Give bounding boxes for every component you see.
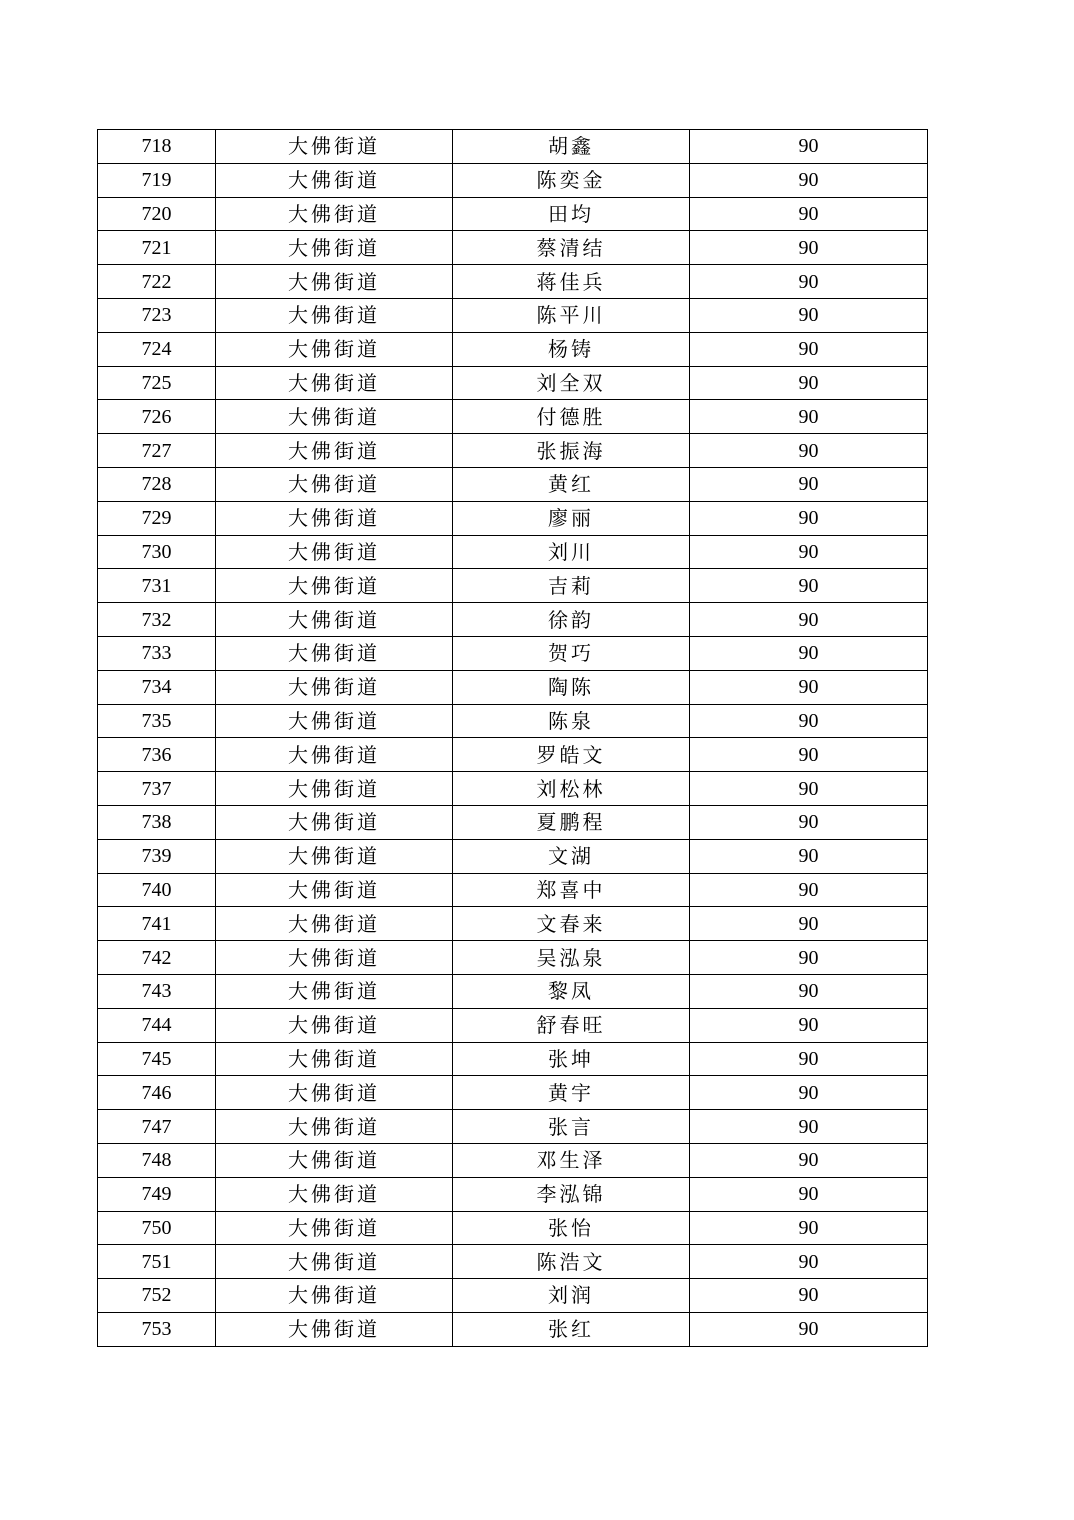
- row-number-cell: 749: [98, 1177, 216, 1211]
- street-cell: 大佛街道: [216, 1110, 453, 1144]
- row-number-cell: 730: [98, 535, 216, 569]
- row-number-cell: 742: [98, 941, 216, 975]
- table-row: [98, 197, 928, 231]
- score-cell: 90: [690, 231, 928, 265]
- street-cell: 大佛街道: [216, 1312, 453, 1346]
- table-row: [98, 467, 928, 501]
- person-name-cell: 蒋佳兵: [453, 265, 690, 299]
- street-cell: 大佛街道: [216, 467, 453, 501]
- row-number-cell: 728: [98, 467, 216, 501]
- row-number-cell: 722: [98, 265, 216, 299]
- row-number-cell: 736: [98, 738, 216, 772]
- score-cell: 90: [690, 704, 928, 738]
- row-number-cell: 753: [98, 1312, 216, 1346]
- street-cell: 大佛街道: [216, 907, 453, 941]
- score-cell: 90: [690, 130, 928, 164]
- score-cell: 90: [690, 1143, 928, 1177]
- person-name-cell: 张坤: [453, 1042, 690, 1076]
- score-cell: 90: [690, 569, 928, 603]
- table-row: [98, 265, 928, 299]
- street-cell: 大佛街道: [216, 941, 453, 975]
- table-row: [98, 704, 928, 738]
- person-name-cell: 田均: [453, 197, 690, 231]
- score-cell: 90: [690, 941, 928, 975]
- person-name-cell: 舒春旺: [453, 1008, 690, 1042]
- score-cell: 90: [690, 501, 928, 535]
- score-cell: 90: [690, 197, 928, 231]
- row-number-cell: 725: [98, 366, 216, 400]
- row-number-cell: 735: [98, 704, 216, 738]
- score-cell: 90: [690, 332, 928, 366]
- score-cell: 90: [690, 467, 928, 501]
- table-row: [98, 805, 928, 839]
- row-number-cell: 721: [98, 231, 216, 265]
- street-cell: 大佛街道: [216, 298, 453, 332]
- person-name-cell: 邓生泽: [453, 1143, 690, 1177]
- table-row: [98, 873, 928, 907]
- street-cell: 大佛街道: [216, 704, 453, 738]
- person-name-cell: 黎凤: [453, 974, 690, 1008]
- table-row: [98, 839, 928, 873]
- table-row: [98, 1177, 928, 1211]
- street-cell: 大佛街道: [216, 738, 453, 772]
- roster-table-body: [98, 130, 928, 1347]
- score-cell: 90: [690, 535, 928, 569]
- score-cell: 90: [690, 1279, 928, 1313]
- street-cell: 大佛街道: [216, 569, 453, 603]
- table-row: [98, 1312, 928, 1346]
- roster-table: [97, 129, 928, 1347]
- row-number-cell: 744: [98, 1008, 216, 1042]
- street-cell: 大佛街道: [216, 130, 453, 164]
- row-number-cell: 723: [98, 298, 216, 332]
- street-cell: 大佛街道: [216, 332, 453, 366]
- score-cell: 90: [690, 1211, 928, 1245]
- score-cell: 90: [690, 636, 928, 670]
- person-name-cell: 贺巧: [453, 636, 690, 670]
- table-row: [98, 231, 928, 265]
- person-name-cell: 付德胜: [453, 400, 690, 434]
- person-name-cell: 徐韵: [453, 603, 690, 637]
- score-cell: 90: [690, 1008, 928, 1042]
- person-name-cell: 刘松林: [453, 772, 690, 806]
- table-row: [98, 332, 928, 366]
- table-row: [98, 163, 928, 197]
- person-name-cell: 张怡: [453, 1211, 690, 1245]
- row-number-cell: 732: [98, 603, 216, 637]
- street-cell: 大佛街道: [216, 603, 453, 637]
- score-cell: 90: [690, 907, 928, 941]
- person-name-cell: 张红: [453, 1312, 690, 1346]
- person-name-cell: 陈泉: [453, 704, 690, 738]
- person-name-cell: 吉莉: [453, 569, 690, 603]
- person-name-cell: 蔡清结: [453, 231, 690, 265]
- street-cell: 大佛街道: [216, 772, 453, 806]
- row-number-cell: 750: [98, 1211, 216, 1245]
- street-cell: 大佛街道: [216, 535, 453, 569]
- score-cell: 90: [690, 163, 928, 197]
- person-name-cell: 陈奕金: [453, 163, 690, 197]
- row-number-cell: 748: [98, 1143, 216, 1177]
- table-row: [98, 1245, 928, 1279]
- row-number-cell: 739: [98, 839, 216, 873]
- table-row: [98, 974, 928, 1008]
- person-name-cell: 刘全双: [453, 366, 690, 400]
- row-number-cell: 734: [98, 670, 216, 704]
- score-cell: 90: [690, 839, 928, 873]
- table-row: [98, 670, 928, 704]
- street-cell: 大佛街道: [216, 1042, 453, 1076]
- table-row: [98, 907, 928, 941]
- person-name-cell: 陶陈: [453, 670, 690, 704]
- table-row: [98, 636, 928, 670]
- table-row: [98, 1042, 928, 1076]
- person-name-cell: 夏鹏程: [453, 805, 690, 839]
- street-cell: 大佛街道: [216, 163, 453, 197]
- table-row: [98, 1076, 928, 1110]
- person-name-cell: 杨铸: [453, 332, 690, 366]
- row-number-cell: 720: [98, 197, 216, 231]
- score-cell: 90: [690, 670, 928, 704]
- street-cell: 大佛街道: [216, 636, 453, 670]
- person-name-cell: 胡鑫: [453, 130, 690, 164]
- table-row: [98, 941, 928, 975]
- row-number-cell: 727: [98, 434, 216, 468]
- score-cell: 90: [690, 298, 928, 332]
- street-cell: 大佛街道: [216, 366, 453, 400]
- row-number-cell: 738: [98, 805, 216, 839]
- row-number-cell: 733: [98, 636, 216, 670]
- street-cell: 大佛街道: [216, 1076, 453, 1110]
- table-row: [98, 1110, 928, 1144]
- person-name-cell: 刘川: [453, 535, 690, 569]
- score-cell: 90: [690, 366, 928, 400]
- table-row: [98, 501, 928, 535]
- score-cell: 90: [690, 738, 928, 772]
- table-row: [98, 400, 928, 434]
- row-number-cell: 729: [98, 501, 216, 535]
- table-row: [98, 772, 928, 806]
- street-cell: 大佛街道: [216, 1245, 453, 1279]
- row-number-cell: 752: [98, 1279, 216, 1313]
- street-cell: 大佛街道: [216, 670, 453, 704]
- score-cell: 90: [690, 400, 928, 434]
- score-cell: 90: [690, 805, 928, 839]
- score-cell: 90: [690, 1042, 928, 1076]
- row-number-cell: 743: [98, 974, 216, 1008]
- row-number-cell: 740: [98, 873, 216, 907]
- table-row: [98, 1143, 928, 1177]
- table-row: [98, 434, 928, 468]
- table-row: [98, 1008, 928, 1042]
- table-row: [98, 738, 928, 772]
- score-cell: 90: [690, 772, 928, 806]
- street-cell: 大佛街道: [216, 1143, 453, 1177]
- row-number-cell: 731: [98, 569, 216, 603]
- row-number-cell: 747: [98, 1110, 216, 1144]
- person-name-cell: 罗皓文: [453, 738, 690, 772]
- table-row: [98, 1211, 928, 1245]
- street-cell: 大佛街道: [216, 873, 453, 907]
- table-row: [98, 366, 928, 400]
- row-number-cell: 737: [98, 772, 216, 806]
- table-row: [98, 298, 928, 332]
- table-row: [98, 1279, 928, 1313]
- score-cell: 90: [690, 1177, 928, 1211]
- row-number-cell: 751: [98, 1245, 216, 1279]
- row-number-cell: 745: [98, 1042, 216, 1076]
- person-name-cell: 陈浩文: [453, 1245, 690, 1279]
- street-cell: 大佛街道: [216, 197, 453, 231]
- street-cell: 大佛街道: [216, 501, 453, 535]
- person-name-cell: 文春来: [453, 907, 690, 941]
- person-name-cell: 张振海: [453, 434, 690, 468]
- person-name-cell: 吴泓泉: [453, 941, 690, 975]
- table-row: [98, 569, 928, 603]
- street-cell: 大佛街道: [216, 805, 453, 839]
- street-cell: 大佛街道: [216, 231, 453, 265]
- street-cell: 大佛街道: [216, 1177, 453, 1211]
- table-row: [98, 535, 928, 569]
- street-cell: 大佛街道: [216, 974, 453, 1008]
- row-number-cell: 741: [98, 907, 216, 941]
- score-cell: 90: [690, 1076, 928, 1110]
- row-number-cell: 724: [98, 332, 216, 366]
- score-cell: 90: [690, 974, 928, 1008]
- score-cell: 90: [690, 265, 928, 299]
- person-name-cell: 张言: [453, 1110, 690, 1144]
- row-number-cell: 746: [98, 1076, 216, 1110]
- row-number-cell: 726: [98, 400, 216, 434]
- row-number-cell: 719: [98, 163, 216, 197]
- person-name-cell: 文湖: [453, 839, 690, 873]
- street-cell: 大佛街道: [216, 400, 453, 434]
- person-name-cell: 黄宇: [453, 1076, 690, 1110]
- street-cell: 大佛街道: [216, 1211, 453, 1245]
- person-name-cell: 李泓锦: [453, 1177, 690, 1211]
- street-cell: 大佛街道: [216, 1008, 453, 1042]
- table-row: [98, 603, 928, 637]
- person-name-cell: 郑喜中: [453, 873, 690, 907]
- person-name-cell: 陈平川: [453, 298, 690, 332]
- score-cell: 90: [690, 1312, 928, 1346]
- street-cell: 大佛街道: [216, 1279, 453, 1313]
- street-cell: 大佛街道: [216, 265, 453, 299]
- row-number-cell: 718: [98, 130, 216, 164]
- street-cell: 大佛街道: [216, 839, 453, 873]
- score-cell: 90: [690, 1110, 928, 1144]
- person-name-cell: 黄红: [453, 467, 690, 501]
- street-cell: 大佛街道: [216, 434, 453, 468]
- person-name-cell: 刘润: [453, 1279, 690, 1313]
- table-row: [98, 130, 928, 164]
- person-name-cell: 廖丽: [453, 501, 690, 535]
- score-cell: 90: [690, 603, 928, 637]
- score-cell: 90: [690, 434, 928, 468]
- score-cell: 90: [690, 1245, 928, 1279]
- score-cell: 90: [690, 873, 928, 907]
